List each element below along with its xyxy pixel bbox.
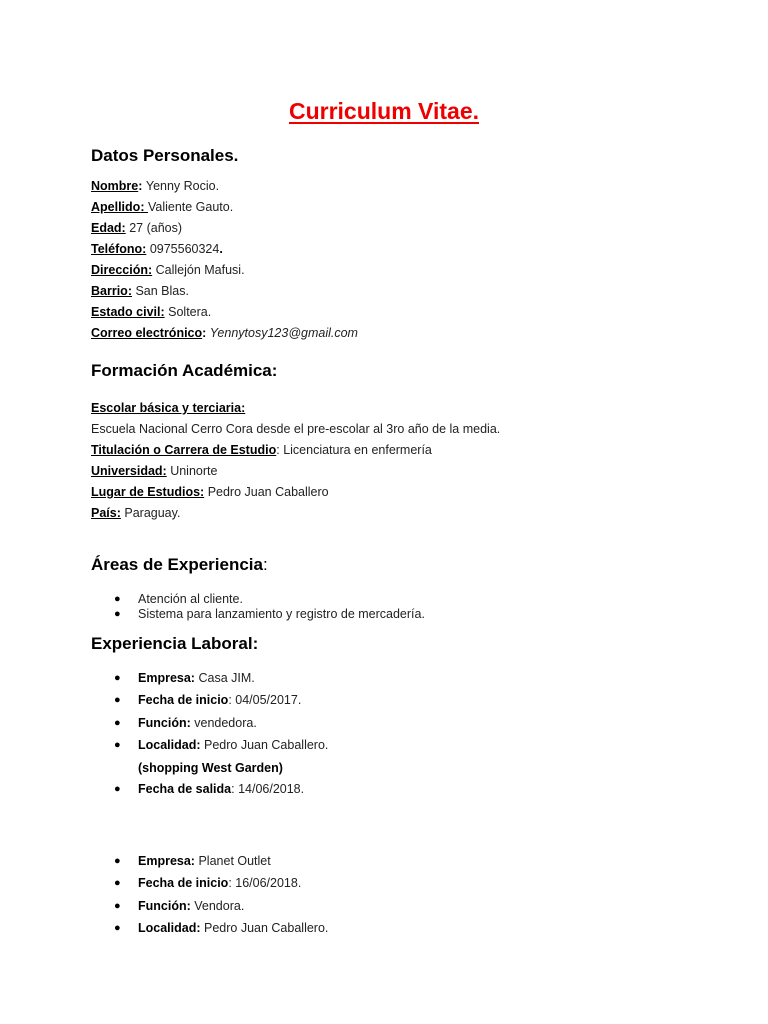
bullet-icon: ● <box>114 877 121 889</box>
job1-fecha-inicio: Fecha de inicio: 04/05/2017. <box>138 693 302 707</box>
job2-funcion: Función: Vendora. <box>138 899 245 913</box>
job2-localidad: Localidad: Pedro Juan Caballero. <box>138 921 329 935</box>
label-escolar: Escolar básica y terciaria: <box>91 401 246 415</box>
bullet-icon: ● <box>114 608 121 620</box>
value-universidad: Uninorte <box>170 464 218 478</box>
value-edad: 27 (años) <box>129 221 183 235</box>
label-barrio: Barrio: <box>91 284 132 298</box>
document-title: Curriculum Vitae. <box>288 98 480 124</box>
value-correo: Yennytosy123@gmail.com <box>209 326 358 340</box>
heading-areas-experiencia: Áreas de Experiencia: <box>91 555 268 574</box>
value-estado-civil: Soltera. <box>168 305 212 319</box>
field-escolar <box>91 401 245 415</box>
label-pais: País: <box>91 506 121 520</box>
value-nombre: Yenny Rocio. <box>145 179 220 193</box>
heading-datos-personales: Datos Personales. <box>91 146 239 165</box>
label-estado-civil: Estado civil: <box>91 305 165 319</box>
job2-fecha-inicio: Fecha de inicio: 16/06/2018. <box>138 876 302 890</box>
job1-funcion: Función: vendedora. <box>138 716 257 730</box>
field-titulacion: Titulación o Carrera de Estudio: Licenciatura en enfermería <box>91 443 432 457</box>
heading-experiencia-laboral: Experiencia Laboral: <box>91 634 259 653</box>
value-direccion: Callejón Mafusi. <box>155 263 245 277</box>
bullet-icon: ● <box>114 672 121 684</box>
field-direccion <box>91 263 245 277</box>
label-nombre: Nombre <box>91 179 139 193</box>
bullet-icon: ● <box>114 900 121 912</box>
heading-formacion-academica: Formación Académica: <box>91 361 278 380</box>
label-direccion: Dirección: <box>91 263 153 277</box>
bullet-icon: ● <box>114 739 121 751</box>
value-titulacion: Licenciatura en enfermería <box>283 443 432 457</box>
bullet-icon: ● <box>114 593 121 605</box>
bullet-icon: ● <box>114 855 121 867</box>
field-barrio <box>91 284 189 298</box>
job1-fecha-salida: Fecha de salida: 14/06/2018. <box>138 782 305 796</box>
value-telefono: 0975560324 <box>149 242 220 256</box>
field-pais <box>91 506 180 520</box>
field-telefono: Teléfono: 0975560324. <box>91 242 223 256</box>
value-barrio: San Blas. <box>135 284 189 298</box>
label-apellido: Apellido <box>91 200 141 214</box>
value-apellido: Valiente Gauto. <box>147 200 234 214</box>
label-universidad: Universidad: <box>91 464 167 478</box>
label-edad: Edad: <box>91 221 126 235</box>
label-lugar: Lugar de Estudios: <box>91 485 205 499</box>
job1-localidad: Localidad: Pedro Juan Caballero. <box>138 738 329 752</box>
value-escolar: Escuela Nacional Cerro Cora desde el pre-escolar al 3ro año de la media. <box>91 422 501 436</box>
bullet-icon: ● <box>114 717 121 729</box>
value-pais: Paraguay. <box>124 506 181 520</box>
area-item: Sistema para lanzamiento y registro de mercadería. <box>138 607 425 621</box>
job1-localidad-extra: (shopping West Garden) <box>138 761 283 775</box>
field-apellido: Apellido: Valiente Gauto. <box>91 200 234 214</box>
label-titulacion: Titulación o Carrera de Estudio <box>91 443 277 457</box>
label-telefono: Teléfono: <box>91 242 147 256</box>
field-nombre: Nombre: Yenny Rocio. <box>91 179 220 193</box>
field-edad <box>91 221 182 235</box>
job2-empresa: Empresa: Planet Outlet <box>138 854 271 868</box>
value-lugar: Pedro Juan Caballero <box>207 485 329 499</box>
field-universidad <box>91 464 217 478</box>
field-lugar <box>91 485 329 499</box>
job1-empresa: Empresa: Casa JIM. <box>138 671 255 685</box>
bullet-icon: ● <box>114 783 121 795</box>
bullet-icon: ● <box>114 922 121 934</box>
field-estado-civil <box>91 305 211 319</box>
bullet-icon: ● <box>114 694 121 706</box>
area-item: Atención al cliente. <box>138 592 243 606</box>
field-correo: Correo electrónico: Yennytosy123@gmail.com <box>91 326 358 340</box>
label-correo: Correo electrónico <box>91 326 203 340</box>
